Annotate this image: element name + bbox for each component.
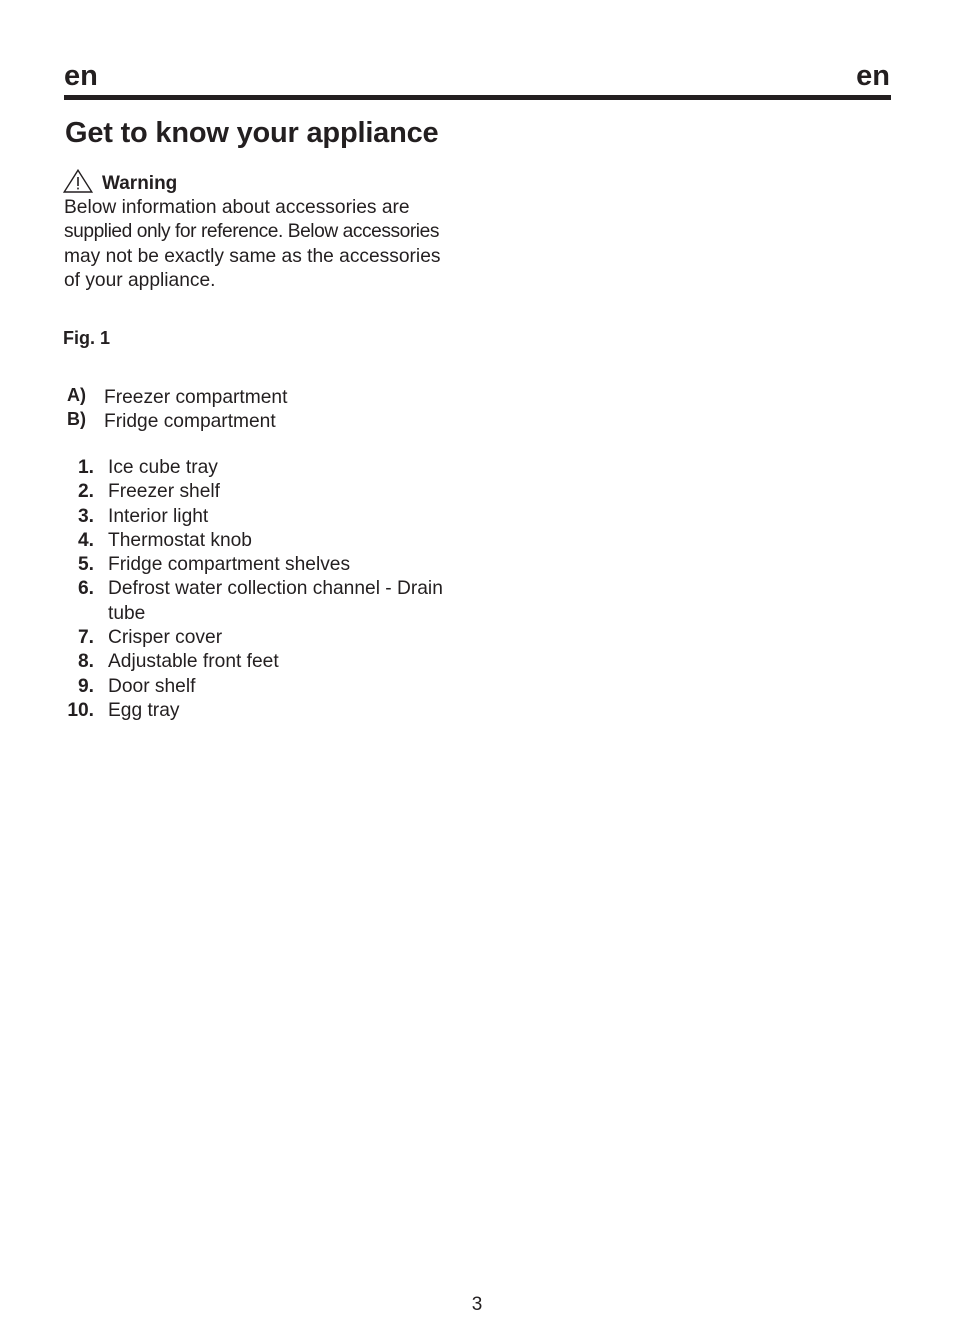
part-label: Fridge compartment shelves bbox=[108, 554, 351, 576]
parts-list-item bbox=[64, 480, 484, 504]
compartment-item bbox=[67, 410, 287, 434]
part-label: Egg tray bbox=[108, 699, 180, 721]
part-label: Thermostat knob bbox=[108, 529, 252, 551]
warning-text bbox=[64, 196, 474, 294]
compartment-label: Fridge compartment bbox=[104, 411, 276, 432]
part-label: Freezer shelf bbox=[108, 481, 220, 503]
part-label: Ice cube tray bbox=[108, 457, 218, 478]
part-number: 1. bbox=[77, 457, 94, 478]
parts-list-item bbox=[64, 650, 484, 674]
part-number: 4. bbox=[77, 529, 94, 551]
part-number: 3. bbox=[77, 505, 94, 527]
language-code-left: en bbox=[64, 60, 98, 92]
part-label: Door shelf bbox=[108, 675, 196, 697]
header-divider bbox=[64, 95, 891, 100]
parts-list-item bbox=[64, 577, 484, 626]
warning-triangle-icon bbox=[63, 169, 93, 193]
part-label: Defrost water collection channel - Drain tube bbox=[108, 578, 443, 624]
compartment-label: Freezer compartment bbox=[104, 387, 288, 408]
part-number: 6. bbox=[77, 578, 94, 600]
part-number: 7. bbox=[77, 627, 94, 649]
compartment-key: A) bbox=[67, 385, 86, 405]
compartment-key: B) bbox=[67, 409, 86, 429]
part-number: 5. bbox=[77, 554, 94, 576]
compartment-list bbox=[67, 386, 287, 434]
warning-heading bbox=[63, 169, 177, 193]
parts-list-item bbox=[64, 626, 484, 650]
warning-line: may not be exactly same as the accessories bbox=[64, 245, 441, 267]
parts-list-item bbox=[64, 529, 484, 553]
figure-label: Fig. 1 bbox=[63, 328, 111, 348]
part-number: 10. bbox=[67, 699, 94, 721]
part-label: Adjustable front feet bbox=[108, 651, 279, 673]
warning-line: Below information about accessories are bbox=[64, 197, 410, 218]
parts-list-item bbox=[64, 699, 484, 723]
part-label: Crisper cover bbox=[108, 627, 223, 649]
parts-list bbox=[64, 456, 484, 723]
language-code-right: en bbox=[856, 60, 890, 92]
parts-list-item bbox=[64, 675, 484, 699]
page-number: 3 bbox=[471, 1294, 483, 1315]
parts-list-item bbox=[64, 505, 484, 529]
part-number: 8. bbox=[77, 651, 94, 673]
parts-list-item bbox=[64, 553, 484, 577]
warning-title: Warning bbox=[102, 173, 178, 194]
part-number: 2. bbox=[77, 481, 94, 503]
warning-line: of your appliance. bbox=[64, 270, 216, 292]
parts-list-item bbox=[64, 456, 484, 480]
warning-line: supplied only for reference. Below accessories bbox=[64, 221, 439, 243]
compartment-item bbox=[67, 386, 287, 410]
part-number: 9. bbox=[77, 675, 94, 697]
page-title: Get to know your appliance bbox=[65, 117, 439, 149]
part-label: Interior light bbox=[108, 505, 209, 527]
